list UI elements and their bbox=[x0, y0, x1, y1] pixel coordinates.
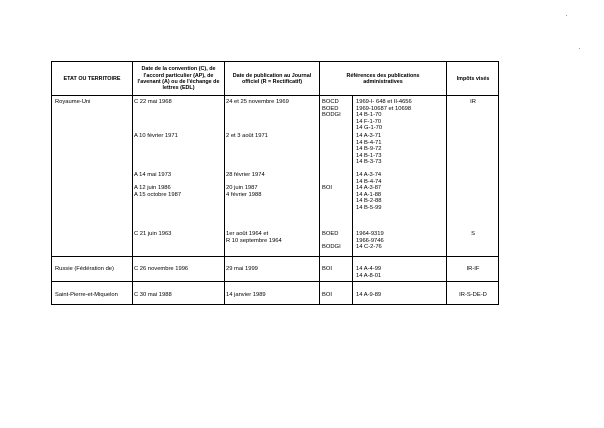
reference: 14 B-1-73 bbox=[356, 152, 382, 159]
reference: 14 B-4-74 bbox=[356, 178, 382, 185]
reference: 14 B-5-99 bbox=[356, 204, 382, 211]
taxes-cell: IR-IF bbox=[466, 266, 480, 272]
reference: 14 A-9-89 bbox=[356, 292, 382, 298]
convention-date: A 12 juin 1986 bbox=[134, 185, 171, 191]
publication-date: 2 et 3 août 1971 bbox=[226, 133, 268, 139]
header-convention-date: Date de la convention (C), de l'accord particulier (AP), de l'avenant (A) ou de l'échange de lettres (EDL) bbox=[137, 66, 220, 92]
bulletin-code: BOED bbox=[322, 231, 339, 237]
convention-date: A 10 février 1971 bbox=[134, 133, 178, 139]
column-divider bbox=[352, 96, 353, 304]
convention-date: C 22 mai 1968 bbox=[134, 99, 172, 105]
convention-date: A 14 mai 1973 bbox=[134, 172, 172, 178]
scan-speck bbox=[579, 48, 580, 49]
reference: 14 G-1-70 bbox=[356, 125, 383, 131]
column-divider bbox=[319, 62, 320, 304]
reference: 14 A-3-74 bbox=[356, 172, 382, 178]
publication-date: R 10 septembre 1964 bbox=[226, 237, 282, 244]
convention-date: C 26 novembre 1996 bbox=[134, 266, 189, 272]
bulletin-code: BODGI bbox=[322, 244, 341, 250]
reference: 1964-9319 bbox=[356, 231, 384, 237]
reference: 14 A-3-71 bbox=[356, 133, 382, 139]
reference: 14 B-2-88 bbox=[356, 198, 382, 204]
bulletin-code: BOI bbox=[322, 185, 332, 191]
reference: 14 A-1-88 bbox=[356, 191, 382, 198]
reference: 14 C-2-76 bbox=[356, 244, 382, 250]
row-divider bbox=[52, 281, 498, 282]
column-divider bbox=[224, 62, 225, 304]
bulletin-code: BOI bbox=[322, 292, 332, 298]
reference: 1969-10687 et 10698 bbox=[356, 105, 412, 112]
reference: 14 A-4-99 bbox=[356, 266, 382, 272]
publication-date: 24 et 25 novembre 1969 bbox=[226, 99, 289, 105]
reference: 14 A-8-01 bbox=[356, 272, 382, 279]
scan-speck bbox=[566, 15, 567, 16]
reference: 14 B-9-72 bbox=[356, 146, 382, 152]
publication-date: 1er août 1964 et bbox=[226, 231, 269, 237]
bulletin-code: BODGI bbox=[322, 112, 341, 118]
territory-cell: Saint-Pierre-et-Miquelon bbox=[55, 292, 118, 298]
publication-date: 29 mai 1999 bbox=[226, 266, 258, 272]
header-territory: ETAT OU TERRITOIRE bbox=[63, 75, 121, 82]
tax-treaty-table bbox=[51, 61, 499, 305]
territory-cell: Russie (Fédération de) bbox=[55, 266, 114, 272]
bulletin-code: BOCD bbox=[322, 99, 339, 105]
taxes-cell: IR bbox=[470, 99, 476, 105]
bulletin-code: BOED bbox=[322, 105, 339, 112]
reference: 14 B-3-73 bbox=[356, 159, 382, 165]
bulletin-code: BOI bbox=[322, 266, 332, 272]
header-references: Références des publications administratives bbox=[346, 72, 420, 85]
convention-date: C 21 juin 1963 bbox=[134, 231, 172, 237]
publication-date: 20 juin 1987 bbox=[226, 185, 258, 191]
reference: 14 B-4-71 bbox=[356, 139, 382, 146]
taxes-cell: IR-S-DE-D bbox=[459, 292, 487, 298]
reference: 14 B-1-70 bbox=[356, 112, 382, 118]
reference: 14 A-3-87 bbox=[356, 185, 382, 191]
taxes-cell: S bbox=[471, 231, 475, 237]
reference: 1966-9746 bbox=[356, 237, 384, 244]
publication-date: 14 janvier 1989 bbox=[226, 292, 266, 298]
publication-date: 4 février 1988 bbox=[226, 191, 262, 198]
territory-cell: Royaume-Uni bbox=[55, 99, 91, 105]
convention-date: A 15 octobre 1987 bbox=[134, 191, 182, 198]
row-divider bbox=[52, 256, 498, 257]
publication-date: 28 février 1974 bbox=[226, 172, 265, 178]
reference: 14 F-1-70 bbox=[356, 118, 382, 125]
column-divider bbox=[132, 62, 133, 304]
convention-date: C 30 mai 1988 bbox=[134, 292, 172, 298]
reference: 1969-I- 648 et II-4656 bbox=[356, 99, 412, 105]
header-publication-date: Date de publication au Journal officiel (R = Rectificatif) bbox=[232, 72, 312, 85]
header-taxes: Impôts visés bbox=[456, 75, 490, 82]
